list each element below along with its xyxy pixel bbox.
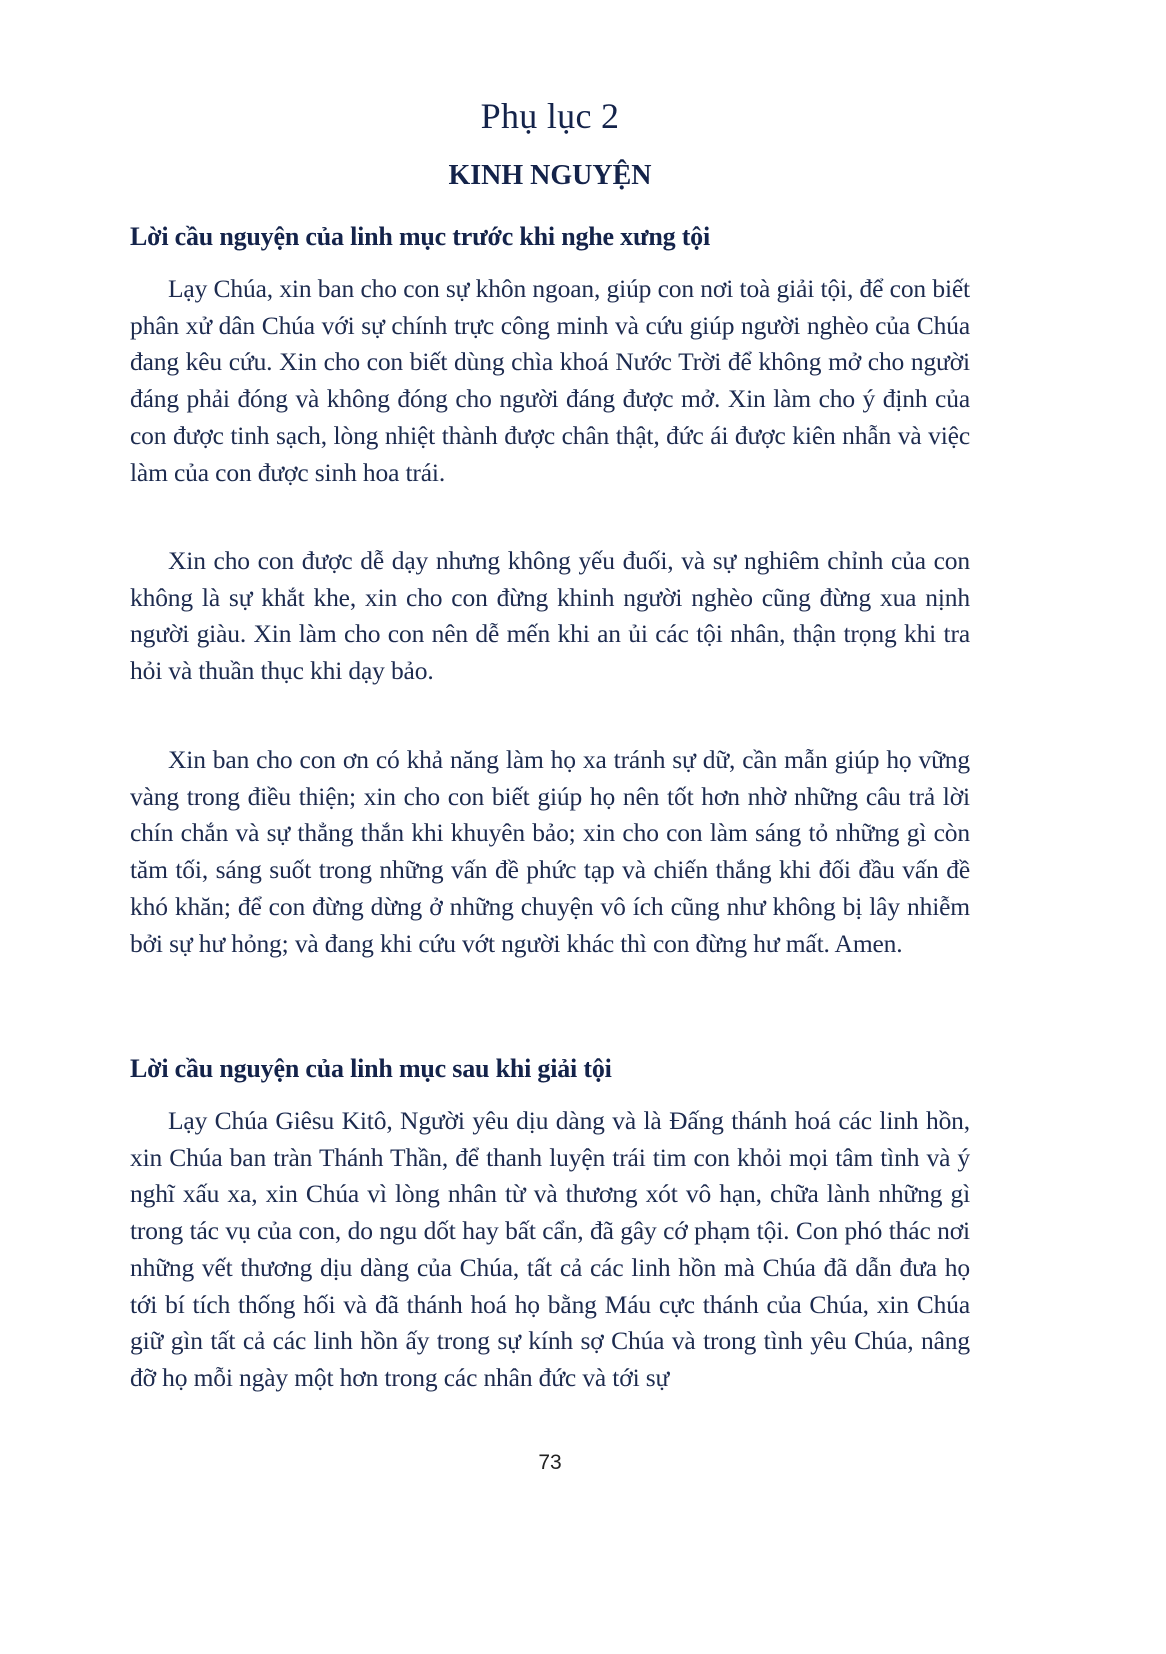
prayer-heading-before-confession: Lời cầu nguyện của linh mục trước khi nghe xưng tội — [130, 222, 710, 251]
page-number: 73 — [538, 1451, 562, 1474]
paragraph: Xin ban cho con ơn có khả năng làm họ xa tránh sự dữ, cần mẫn giúp họ vững vàng trong điều thiện; xin cho con biết giúp họ nên tốt hơn nhờ những câu trả lời chín chắn và sự thẳng thắn khi khuyên bảo; xin cho con làm sáng tỏ những gì còn tăm tối, sáng suốt trong những vấn đề phức tạp và chiến thắng khi đối đầu vấn đề khó khăn; để con đừng dừng ở những chuyện vô ích cũng như không bị lây nhiễm bởi sự hư hỏng; và đang khi cứu vớt người khác thì con đừng hư mất. Amen. — [130, 745, 970, 958]
appendix-title: Phụ lục 2 — [480, 96, 620, 136]
paragraph: Xin cho con được dễ dạy nhưng không yếu đuối, và sự nghiêm chỉnh của con không là sự khắt khe, xin cho con đừng khinh người nghèo cũng đừng xua nịnh người giàu. Xin làm cho con nên dễ mến khi an ủi các tội nhân, thận trọng khi tra hỏi và thuần thục khi dạy bảo. — [130, 546, 970, 686]
paragraph: Lạy Chúa, xin ban cho con sự khôn ngoan, giúp con nơi toà giải tội, để con biết phân xử dân Chúa với sự chính trực công minh và cứu giúp người nghèo của Chúa đang kêu cứu. Xin cho con biết dùng chìa khoá Nước Trời để không mở cho người đáng phải đóng và không đóng cho người đáng được mở. Xin làm cho ý định của con được tinh sạch, lòng nhiệt thành được chân thật, đức ái được kiên nhẫn và việc làm của con được sinh hoa trái. — [130, 274, 970, 487]
prayer-heading-after-confession: Lời cầu nguyện của linh mục sau khi giải tội — [130, 1054, 612, 1083]
paragraph: Lạy Chúa Giêsu Kitô, Người yêu dịu dàng và là Đấng thánh hoá các linh hồn, xin Chúa ban tràn Thánh Thần, để thanh luyện trái tim con khỏi mọi tâm tình và ý nghĩ xấu xa, xin Chúa vì lòng nhân từ và thương xót vô hạn, chữa lành những gì trong tác vụ của con, do ngu dốt hay bất cẩn, đã gây cớ phạm tội. Con phó thác nơi những vết thương dịu dàng của Chúa, tất cả các linh hồn mà Chúa đã dẫn đưa họ tới bí tích thống hối và đã thánh hoá họ bằng Máu cực thánh của Chúa, xin Chúa giữ gìn tất cả các linh hồn ấy trong sự kính sợ Chúa và trong tình yêu Chúa, nâng đỡ họ mỗi ngày một hơn trong các nhân đức và tới sự — [130, 1106, 970, 1392]
section-title: KINH NGUYỆN — [448, 160, 652, 191]
